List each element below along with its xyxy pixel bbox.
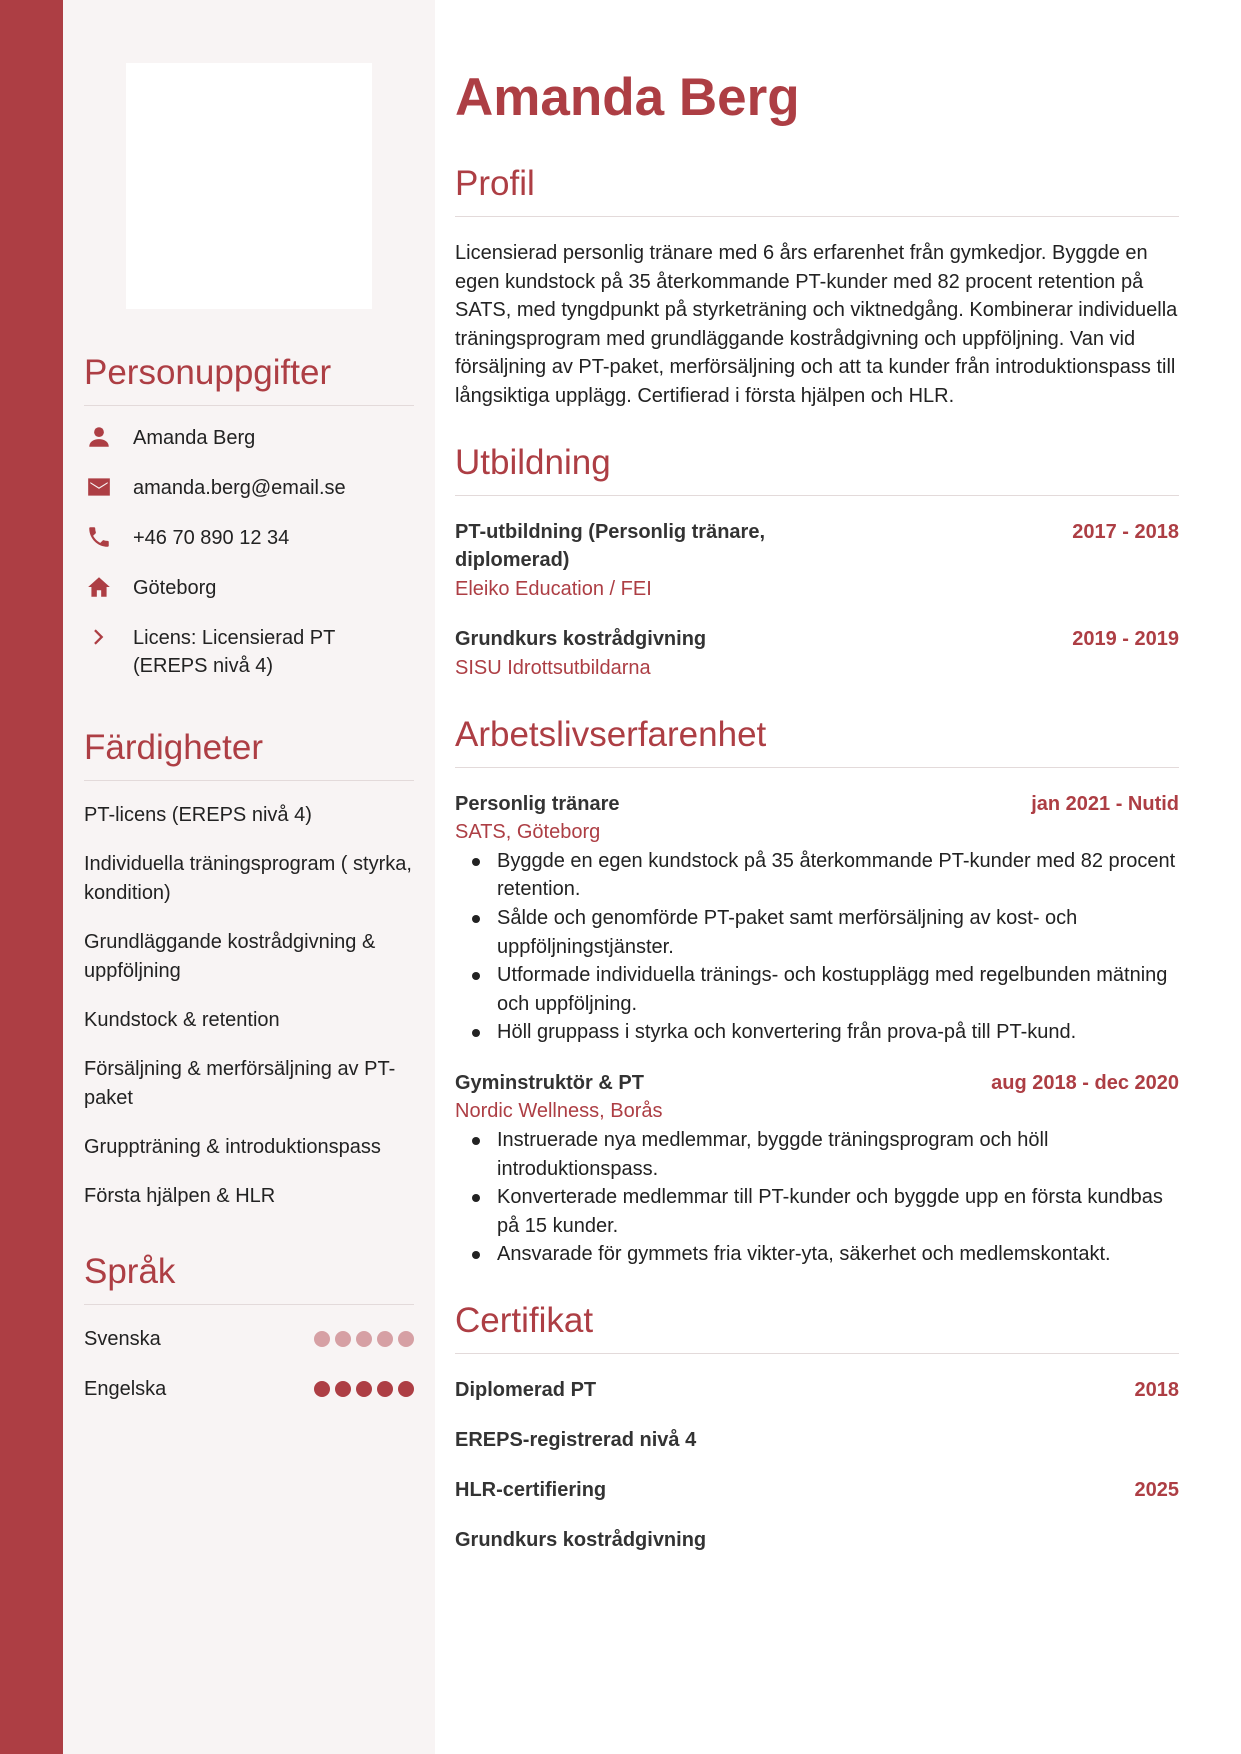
cert-name: HLR-certifiering: [455, 1479, 607, 1502]
languages-section: [84, 1252, 414, 1425]
profile-section: [455, 164, 1179, 411]
entry-company: Nordic Wellness, Borås: [455, 1100, 663, 1123]
skill-item: Första hjälpen & HLR: [84, 1185, 276, 1207]
entry-title: Grundkurs kostrådgivning: [455, 628, 707, 651]
languages-list: [84, 1325, 414, 1403]
entry-date: 2019 - 2019: [1072, 628, 1179, 651]
contact-text: Göteborg: [133, 577, 217, 599]
level-dot: [335, 1381, 351, 1397]
level-dot: [335, 1331, 351, 1347]
profile-text: Licensierad personlig tränare med 6 års erfarenhet från gymkedjor. Byggde en egen kundstock på 35 återkommande PT-kunder med 82 procent retention på SATS, med tyngdpunkt på styrketräning och viktnedgång. Kombinerar individuella träningsprogram med grundläggande kostrådgivning och uppföljning. Van vid försäljning av PT-paket, merförsäljning och att ta kunder från introduktionspass till långsiktiga upplägg. Certifierad i första hjälpen och HLR.: [455, 242, 1178, 407]
entry-company: SATS, Göteborg: [455, 821, 601, 844]
entry-title: Gyminstruktör & PT: [455, 1071, 644, 1094]
profile-title: Profil: [455, 164, 535, 203]
education-entry: [455, 518, 1179, 604]
bullet-list: [455, 1126, 1179, 1269]
contact-license: [84, 624, 414, 680]
language-level-dots: [314, 1381, 414, 1397]
languages-title: Språk: [84, 1252, 176, 1291]
contact-text: amanda.berg@email.se: [133, 477, 346, 499]
skills-section: [84, 728, 414, 1231]
entry-title: PT-utbildning (Personlig tränare, diplomerad): [455, 520, 766, 572]
contact-text: Licens: Licensierad PT (EREPS nivå 4): [133, 627, 335, 677]
education-section: [455, 443, 1179, 683]
cert-section: [455, 1301, 1179, 1554]
cert-name: Diplomerad PT: [455, 1379, 597, 1402]
bullet-item: Höll gruppass i styrka och konvertering från prova-på till PT-kund.: [455, 1018, 1179, 1047]
level-dot: [314, 1381, 330, 1397]
language-row: [84, 1375, 414, 1403]
phone-icon: [84, 522, 114, 552]
bullet-item: Byggde en egen kundstock på 35 återkommande PT-kunder med 82 procent retention.: [455, 847, 1179, 904]
divider: [84, 780, 414, 781]
skills-list: [84, 801, 414, 1211]
skills-title: Färdigheter: [84, 728, 263, 767]
skill-item: Grundläggande kostrådgivning & uppföljning: [84, 931, 376, 982]
level-dot: [398, 1331, 414, 1347]
bullet-item: Instruerade nya medlemmar, byggde träningsprogram och höll introduktionspass.: [455, 1126, 1179, 1183]
cert-name: EREPS-registrerad nivå 4: [455, 1429, 697, 1452]
cert-name: Grundkurs kostrådgivning: [455, 1529, 707, 1552]
cert-date: 2025: [1134, 1479, 1179, 1502]
level-dot: [356, 1381, 372, 1397]
home-icon: [84, 572, 114, 602]
education-title: Utbildning: [455, 442, 611, 482]
accent-stripe: [0, 0, 63, 1754]
language-row: [84, 1325, 414, 1353]
work-entry: [455, 790, 1179, 1047]
entry-date: aug 2018 - dec 2020: [991, 1071, 1179, 1094]
contact-list: [84, 424, 414, 680]
main-content: [455, 0, 1179, 1554]
divider: [455, 495, 1179, 496]
divider: [455, 216, 1179, 217]
level-dot: [356, 1331, 372, 1347]
work-title: Arbetslivserfarenhet: [455, 714, 767, 754]
divider: [455, 767, 1179, 768]
contact-phone: [84, 524, 414, 552]
divider: [455, 1353, 1179, 1354]
divider: [84, 1304, 414, 1305]
divider: [84, 405, 414, 406]
work-entry: [455, 1069, 1179, 1269]
personal-section: [84, 353, 414, 702]
bullet-item: Utformade individuella tränings- och kostupplägg med regelbunden mätning och uppföljning.: [455, 961, 1179, 1018]
education-entry: [455, 625, 1179, 682]
language-name: Svenska: [84, 1328, 161, 1350]
level-dot: [377, 1331, 393, 1347]
level-dot: [398, 1381, 414, 1397]
level-dot: [377, 1381, 393, 1397]
skill-item: Försäljning & merförsäljning av PT-paket: [84, 1058, 396, 1109]
entry-school: Eleiko Education / FEI: [455, 577, 652, 600]
bullet-item: Konverterade medlemmar till PT-kunder och byggde upp en första kundbas på 15 kunder.: [455, 1183, 1179, 1240]
skill-item: Gruppträning & introduktionspass: [84, 1136, 381, 1158]
chevron-right-icon: [84, 622, 114, 652]
candidate-name: Amanda Berg: [455, 68, 800, 127]
skill-item: Kundstock & retention: [84, 1009, 280, 1031]
cert-entry: [455, 1526, 1179, 1554]
person-icon: [84, 422, 114, 452]
contact-text: +46 70 890 12 34: [133, 527, 290, 549]
cert-entry: [455, 1376, 1179, 1404]
language-name: Engelska: [84, 1378, 167, 1400]
profile-photo-placeholder: [126, 63, 372, 309]
mail-icon: [84, 472, 114, 502]
contact-name: [84, 424, 414, 452]
entry-date: jan 2021 - Nutid: [1031, 792, 1179, 815]
contact-email: [84, 474, 414, 502]
cert-entry: [455, 1476, 1179, 1504]
personal-title: Personuppgifter: [84, 353, 332, 392]
skill-item: PT-licens (EREPS nivå 4): [84, 804, 312, 826]
cert-title: Certifikat: [455, 1301, 594, 1341]
entry-school: SISU Idrottsutbildarna: [455, 656, 651, 679]
entry-title: Personlig tränare: [455, 792, 620, 815]
language-level-dots: [314, 1331, 414, 1347]
cert-date: 2018: [1134, 1379, 1179, 1402]
level-dot: [314, 1331, 330, 1347]
cert-entry: [455, 1426, 1179, 1454]
contact-text: Amanda Berg: [133, 427, 256, 449]
bullet-list: [455, 847, 1179, 1047]
skill-item: Individuella träningsprogram ( styrka, kondition): [84, 853, 412, 904]
bullet-item: Ansvarade för gymmets fria vikter-yta, säkerhet och medlemskontakt.: [455, 1240, 1179, 1269]
bullet-item: Sålde och genomförde PT-paket samt merförsäljning av kost- och uppföljningstjänster.: [455, 904, 1179, 961]
work-section: [455, 715, 1179, 1270]
contact-location: [84, 574, 414, 602]
entry-date: 2017 - 2018: [1072, 520, 1179, 543]
